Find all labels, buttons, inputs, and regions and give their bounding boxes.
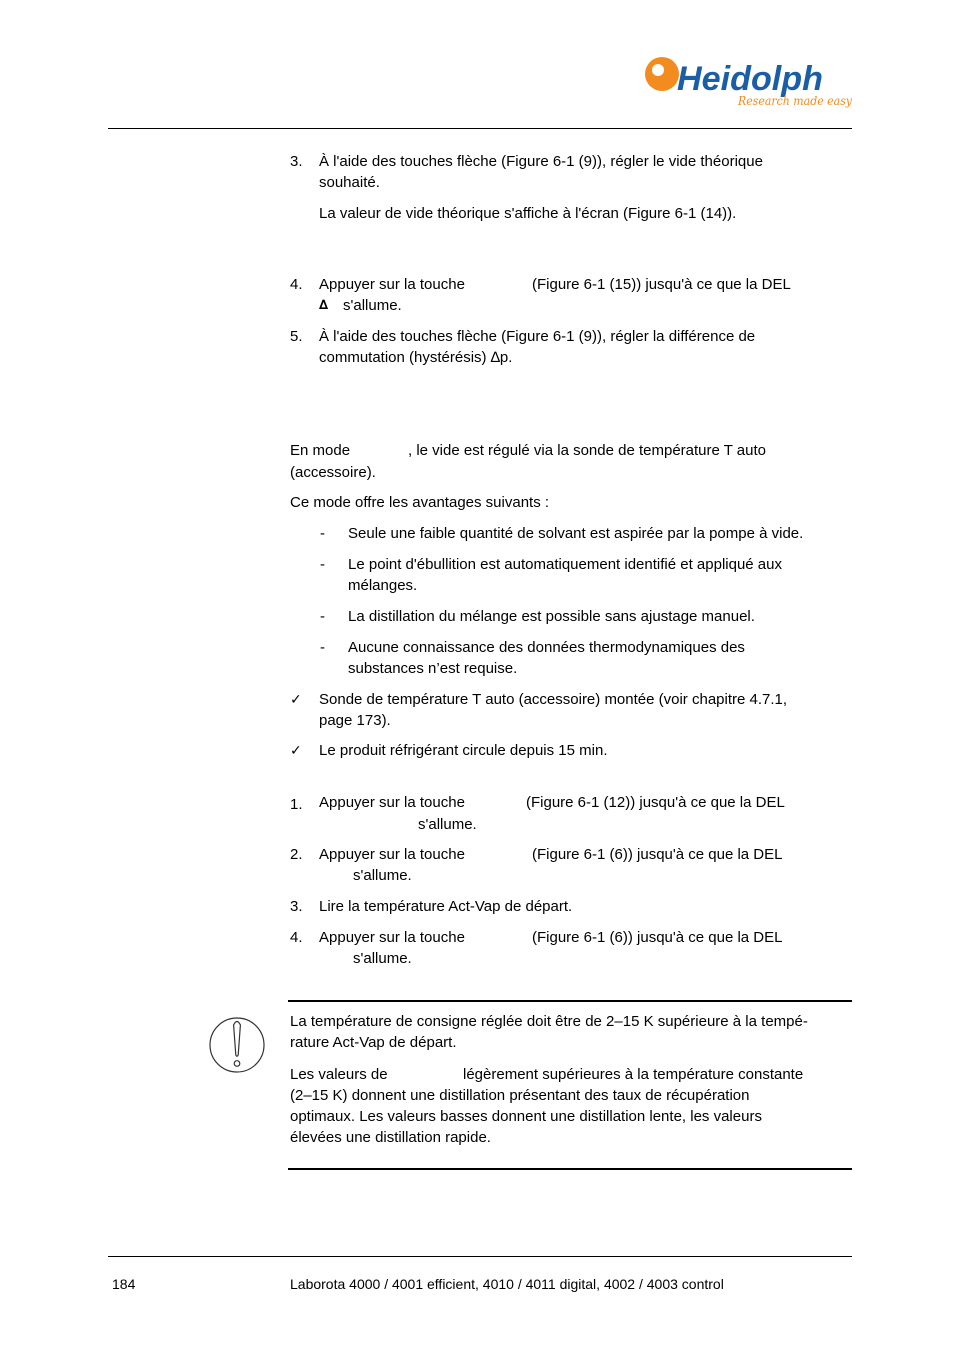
step-text: s'allume. (418, 816, 477, 833)
step-number: 4. (290, 276, 303, 293)
list-item: mélanges. (348, 577, 418, 594)
header-rule (108, 128, 852, 129)
step-text: Appuyer sur la touche (319, 794, 465, 811)
logo-brand: Heidolph (677, 60, 823, 98)
caution-icon (205, 1012, 269, 1078)
checkmark-icon: ✓ (290, 743, 302, 759)
prerequisite-text: page 173). (319, 712, 391, 729)
note-text: Les valeurs de (290, 1066, 388, 1083)
step-text: s'allume. (353, 867, 412, 884)
step-text: (Figure 6-1 (6)) jusqu'à ce que la DEL (532, 846, 783, 863)
step-text: Lire la température Act-Vap de départ. (319, 898, 573, 915)
list-item: La distillation du mélange est possible sans ajustage manuel. (348, 608, 755, 625)
note-text: légèrement supérieures à la température constante (463, 1066, 804, 1083)
step-number: 1. (290, 796, 303, 813)
auto-mode-intro: (accessoire). (290, 464, 376, 481)
note-text: élevées une distillation rapide. (290, 1129, 491, 1146)
step-text: souhaité. (319, 174, 380, 191)
prerequisite-text: Sonde de température T auto (accessoire) montée (voir chapitre 4.7.1, (319, 691, 788, 708)
step-result: La valeur de vide théorique s'affiche à l'écran (Figure 6-1 (14)). (319, 205, 737, 222)
step-text: À l'aide des touches flèche (Figure 6-1 (9)), régler la différence de (319, 328, 756, 345)
document-title: Laborota 4000 / 4001 efficient, 4010 / 4011 digital, 4002 / 4003 control (290, 1276, 724, 1292)
list-item: substances n’est requise. (348, 660, 518, 677)
auto-mode-intro: , le vide est régulé via la sonde de température T auto (408, 442, 767, 459)
list-bullet: - (320, 525, 325, 542)
list-item: Seule une faible quantité de solvant est aspirée par la pompe à vide. (348, 525, 804, 542)
list-bullet: - (320, 556, 325, 573)
step-text: Appuyer sur la touche (319, 929, 465, 946)
logo-tagline: Research made easy (737, 94, 853, 108)
step-text: (Figure 6-1 (6)) jusqu'à ce que la DEL (532, 929, 783, 946)
page-number: 184 (112, 1276, 136, 1292)
advantages-intro: Ce mode offre les avantages suivants : (290, 494, 550, 511)
note-text: La température de consigne réglée doit être de 2–15 K supérieure à la tempé- (290, 1013, 808, 1030)
note-text: rature Act-Vap de départ. (290, 1034, 457, 1051)
step-text: Appuyer sur la touche (319, 276, 465, 293)
step-text: s'allume. (353, 950, 412, 967)
note-top-rule (288, 1000, 852, 1002)
step-text: Appuyer sur la touche (319, 846, 465, 863)
list-bullet: - (320, 639, 325, 656)
step-text: (Figure 6-1 (15)) jusqu'à ce que la DEL (532, 276, 791, 293)
list-item: Le point d'ébullition est automatiquement identifié et appliqué aux (348, 556, 782, 573)
list-bullet: - (320, 608, 325, 625)
step-text: À l'aide des touches flèche (Figure 6-1 (9)), régler le vide théorique (319, 153, 763, 170)
list-item: Aucune connaissance des données thermodynamiques des (348, 639, 745, 656)
note-text: optimaux. Les valeurs basses donnent une distillation lente, les valeurs (290, 1108, 762, 1125)
note-bottom-rule (288, 1168, 852, 1170)
auto-mode-intro: En mode (290, 442, 351, 459)
checkmark-icon: ✓ (290, 692, 302, 708)
step-text: commutation (hystérésis) ∆p. (319, 349, 513, 366)
footer-rule (108, 1256, 852, 1257)
delta-led-symbol: ∆ (319, 298, 329, 313)
prerequisite-text: Le produit réfrigérant circule depuis 15 min. (319, 742, 608, 759)
step-text: (Figure 6-1 (12)) jusqu'à ce que la DEL (526, 794, 785, 811)
heidolph-logo (640, 45, 860, 115)
note-text: (2–15 K) donnent une distillation présentant des taux de récupération (290, 1087, 750, 1104)
step-number: 5. (290, 328, 303, 345)
step-number: 3. (290, 153, 303, 170)
step-text: s'allume. (343, 297, 402, 314)
step-number: 2. (290, 846, 303, 863)
step-number: 3. (290, 898, 303, 915)
step-number: 4. (290, 929, 303, 946)
